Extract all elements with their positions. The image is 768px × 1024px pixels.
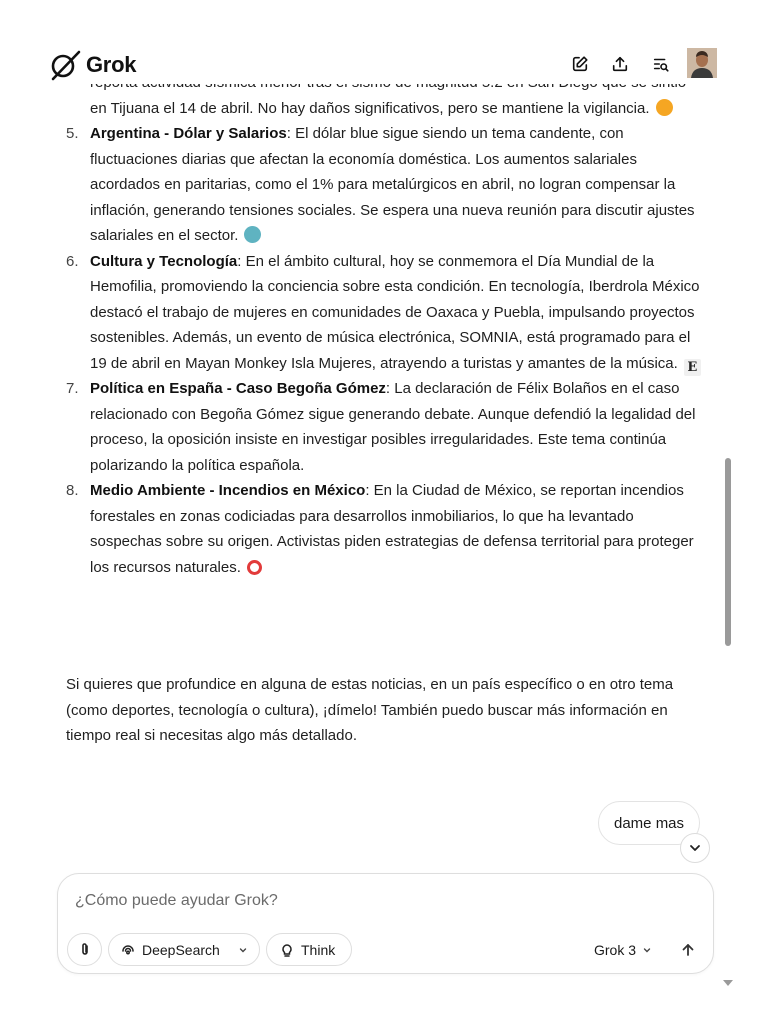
source-icon[interactable] [247, 560, 262, 575]
think-button[interactable] [266, 933, 352, 966]
message-composer [57, 873, 714, 974]
avatar-image [687, 48, 717, 78]
closing-paragraph: Si quieres que profundice en alguna de estas noticias, en un país específico o en otro tema (como deportes, tecnología o cultura), ¡dímelo! También puedo buscar más información en tiempo real si necesitas algo más detallado. [66, 676, 674, 744]
list-item [66, 249, 706, 377]
list-item-text: : La declaración de Félix Bolaños en el caso relacionado con Begoña Gómez sigue generando debate. Aunque defendió la legalidad del proceso, la oposición insiste en investigar posibles irregularidades. Este tema continúa polarizando la política española. [90, 380, 696, 474]
list-item-text: : En el ámbito cultural, hoy se conmemora el Día Mundial de la Hemofilia, promoviendo la conciencia sobre esta condición. En tecnología, Iberdrola México destacó el trabajo de mujeres en comunidades de Oaxaca y Puebla, impulsando proyectos sostenibles. Además, un evento de música electrónica, SOMNIA, está programado para el 19 de abril en Mayan Monkey Isla Mujeres, atrayendo a turistas y amantes de la música. [90, 252, 700, 372]
paperclip-icon [77, 942, 93, 958]
send-button[interactable] [672, 933, 704, 966]
list-search-icon [652, 55, 670, 73]
source-icon[interactable] [656, 99, 673, 116]
chevron-down-icon[interactable] [238, 945, 248, 955]
list-item-text: : En la Ciudad de México, se reportan incendios forestales en zonas codiciadas para desarrollos inmobiliarios, lo que ha levantado sospechas sobre su origen. Activistas piden estrategias de defensa territorial para proteger los recursos naturales. [90, 482, 694, 576]
history-button[interactable] [647, 50, 675, 78]
list-number: 5. [66, 125, 79, 142]
list-item-title: Política en España - Caso Begoña Gómez [90, 380, 386, 397]
list-item-title: Argentina - Dólar y Salarios [90, 125, 287, 142]
list-number: 7. [66, 380, 79, 397]
list-number: 8. [66, 482, 79, 499]
list-item [66, 121, 706, 249]
deepsearch-button[interactable] [108, 933, 260, 966]
scrollbar-thumb[interactable] [725, 458, 731, 646]
edit-icon [571, 55, 589, 73]
user-message-text: dame mas [614, 814, 685, 832]
share-button[interactable] [606, 50, 634, 78]
deepsearch-label: DeepSearch [142, 941, 220, 958]
chevron-down-icon [642, 945, 652, 955]
think-label: Think [301, 941, 336, 958]
list-item [66, 376, 706, 478]
list-number: 6. [66, 252, 79, 270]
scroll-to-bottom-button[interactable] [680, 833, 710, 863]
model-label: Grok 3 [594, 941, 637, 958]
prompt-input[interactable] [75, 892, 675, 910]
top-bar [0, 0, 768, 84]
source-icon[interactable] [244, 226, 261, 243]
conversation-area [0, 84, 768, 804]
news-list [66, 70, 706, 580]
list-item-text: en Tijuana el 14 de abril. No hay daños significativos, pero se mantiene la vigilancia. [90, 99, 650, 117]
upload-icon [611, 55, 629, 73]
app-name: Grok [86, 52, 137, 77]
list-item [66, 478, 706, 580]
model-selector[interactable] [594, 933, 652, 966]
list-item-text: : El dólar blue sigue siendo un tema candente, con fluctuaciones diarias que afectan la economía doméstica. Los aumentos salariales acordados en paritarias, como el 1% para metalúrgicos en abril, no logran compensar la inflación, generando tensiones sociales. Se espera una nueva reunión para discutir ajustes salariales en el sector. [90, 125, 695, 244]
lightbulb-icon [279, 942, 295, 958]
scrollbar-down-arrow[interactable] [723, 980, 733, 986]
arrow-up-icon [680, 942, 696, 958]
grok-logo-icon [48, 48, 82, 82]
chevron-down-icon [688, 841, 702, 855]
grok-logo[interactable] [48, 48, 136, 82]
list-item-title: Cultura y Tecnología [90, 252, 238, 270]
source-icon[interactable]: E [684, 359, 701, 376]
list-item-title: Medio Ambiente - Incendios en México [90, 482, 366, 499]
user-avatar[interactable] [687, 48, 717, 78]
new-chat-button[interactable] [566, 50, 594, 78]
attach-button[interactable] [67, 933, 102, 966]
deepsearch-icon [120, 942, 136, 958]
